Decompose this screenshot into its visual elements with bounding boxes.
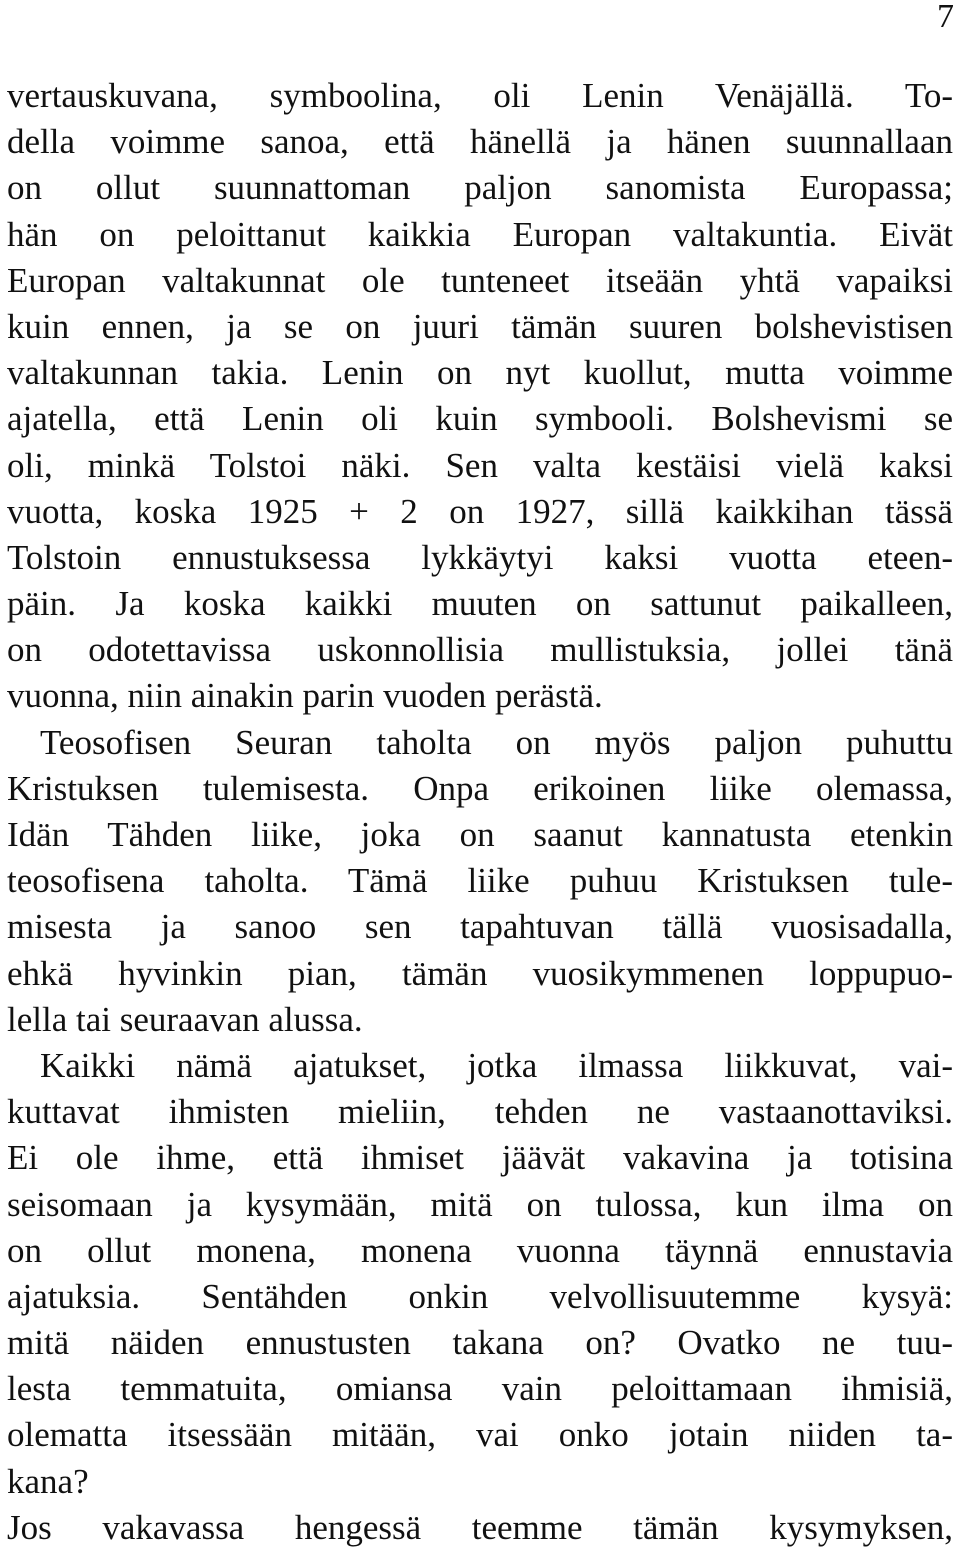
text-line: on ollut suunnattoman paljon sanomista Europassa; (7, 168, 953, 208)
text-line: vuonna, niin ainakin parin vuoden perästä. (7, 676, 603, 716)
body-text (7, 73, 953, 1551)
text-line: päin. Ja koska kaikki muuten on sattunut paikalleen, (7, 584, 953, 624)
text-line: Idän Tähden liike, joka on saanut kannatusta etenkin (7, 815, 953, 854)
text-line: oli, minkä Tolstoi näki. Sen valta kestäisi vielä kaksi (7, 445, 953, 485)
text-line: ajatella, että Lenin oli kuin symbooli. Bolshevismi se (7, 399, 953, 439)
text-line: della voimme sanoa, että hänellä ja hänen suunnallaan (7, 122, 953, 162)
text-line: lella tai seuraavan alussa. (7, 999, 363, 1039)
text-line: Tolstoin ennustuksessa lykkäytyi kaksi vuotta eteen- (7, 537, 953, 577)
text-line: Kaikki nämä ajatukset, jotka ilmassa liikkuvat, vai- (40, 1045, 953, 1085)
text-line: vuotta, koska 1925 + 2 on 1927, sillä kaikkihan tässä (7, 491, 953, 531)
text-line: valtakunnan takia. Lenin on nyt kuollut, mutta voimme (7, 353, 953, 393)
text-line: vertauskuvana, symboolina, oli Lenin Venäjällä. To- (7, 76, 953, 115)
text-line: olematta itsessään mitään, vai onko jotain niiden ta- (7, 1415, 953, 1455)
text-line: mitä näiden ennustusten takana on? Ovatko ne tuu- (7, 1323, 953, 1363)
page-number: 7 (937, 0, 954, 35)
text-line: seisomaan ja kysymään, mitä on tulossa, kun ilma on (7, 1184, 953, 1224)
text-line: on ollut monena, monena vuonna täynnä ennustavia (7, 1230, 953, 1270)
text-line: misesta ja sanoo sen tapahtuvan tällä vuosisadalla, (7, 907, 953, 947)
text-line: ajatuksia. Sentähden onkin velvollisuutemme kysyä: (7, 1276, 953, 1316)
text-line: teosofisena taholta. Tämä liike puhuu Kristuksen tule- (7, 861, 953, 901)
text-line: kuin ennen, ja se on juuri tämän suuren bolshevistisen (7, 306, 953, 346)
text-line: kuttavat ihmisten mieliin, tehden ne vastaanottaviksi. (7, 1092, 953, 1132)
text-line: Ei ole ihme, että ihmiset jäävät vakavina ja totisina (7, 1138, 953, 1178)
text-line: hän on peloittanut kaikkia Europan valtakuntia. Eivät (7, 214, 953, 254)
text-line: kana? (7, 1461, 89, 1501)
text-line: on odotettavissa uskonnollisia mullistuksia, jollei tänä (7, 630, 953, 670)
text-line: Europan valtakunnat ole tunteneet itseään yhtä vapaiksi (7, 260, 953, 300)
text-line: lesta temmatuita, omiansa vain peloittamaan ihmisiä, (7, 1369, 953, 1409)
text-line: Kristuksen tulemisesta. Onpa erikoinen liike olemassa, (7, 768, 953, 808)
text-line: ehkä hyvinkin pian, tämän vuosikymmenen loppupuo- (7, 953, 953, 993)
text-line: Teosofisen Seuran taholta on myös paljon puhuttu (40, 722, 953, 762)
text-line: Jos vakavassa hengessä teemme tämän kysymyksen, (7, 1507, 953, 1547)
